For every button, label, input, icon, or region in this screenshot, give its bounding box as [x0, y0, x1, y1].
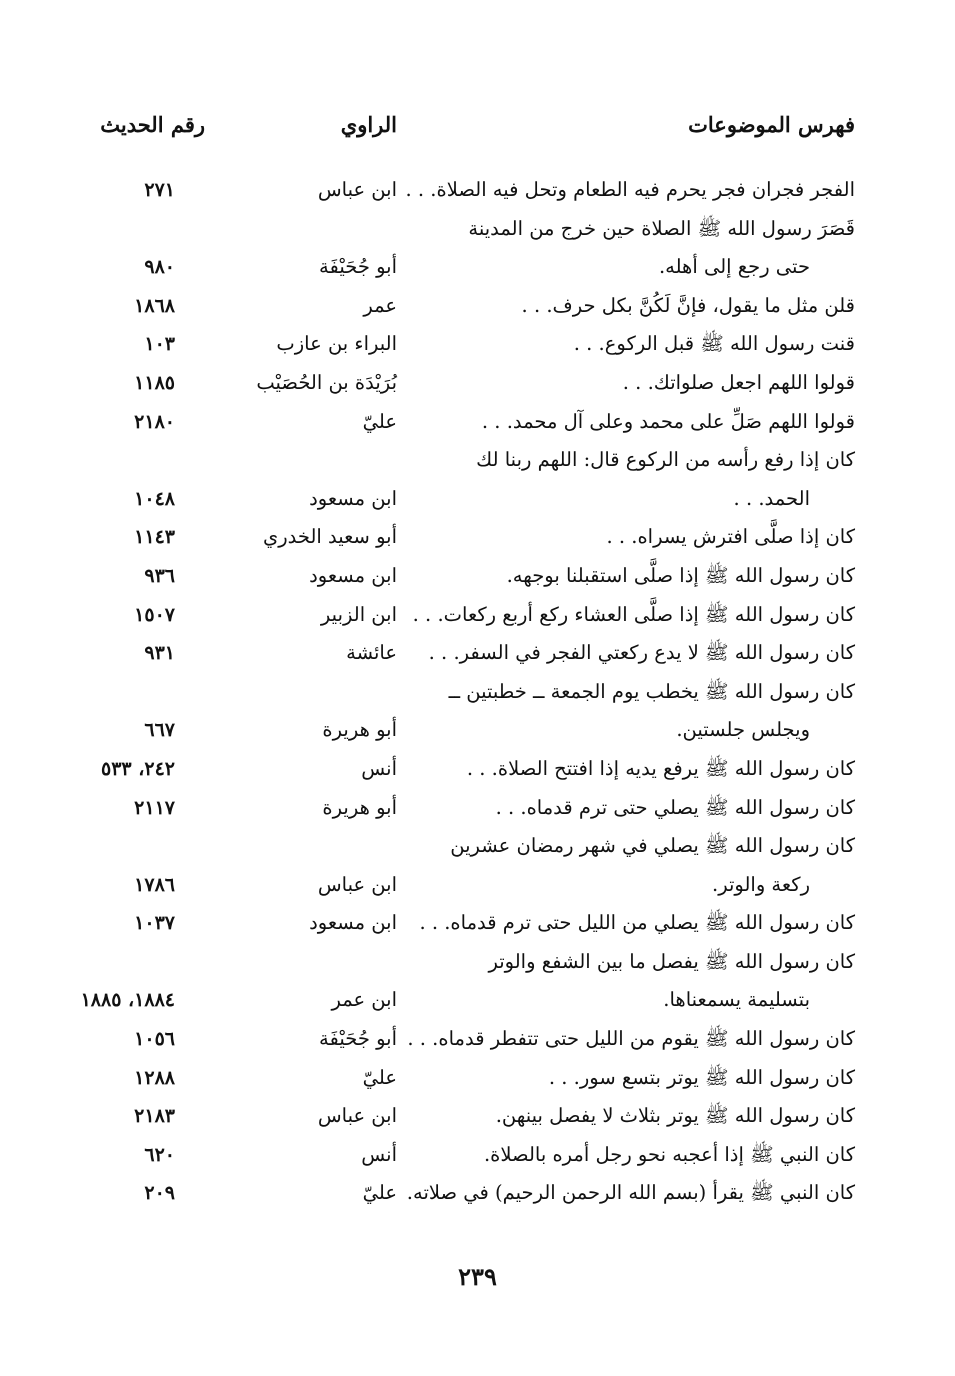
row-topic: قَصَرَ رسول الله ﷺ الصلاة حين خرج من المدينة	[468, 216, 855, 240]
row-topic: ويجلس جلستين.	[676, 718, 810, 742]
row-narrator: ابن عباس	[317, 178, 397, 201]
index-row	[95, 831, 855, 870]
index-row	[80, 985, 855, 1024]
row-topic: الفجر فجران فجر يحرم فيه الطعام وتحل فيه الصلاة. . .	[405, 178, 855, 201]
row-narrator: عليّ	[362, 1181, 397, 1205]
row-hadith-number: ١٨٦٨	[134, 294, 175, 317]
row-topic: كان النبي ﷺ إذا أعجبه نحو رجل أمره بالصلاة.	[483, 1142, 855, 1166]
index-row	[95, 214, 855, 253]
row-narrator: عليّ	[362, 1065, 397, 1089]
row-narrator: أبو هريرة	[322, 718, 397, 742]
index-row	[95, 1140, 855, 1179]
row-hadith-number: ٦٢٠	[144, 1143, 175, 1166]
row-topic: كان رسول الله ﷺ إذا صلَّى العشاء ركع أربع ركعات. . .	[412, 602, 855, 626]
row-hadith-number: ٩٨٠	[144, 256, 175, 279]
row-topic: كان رسول الله ﷺ يفصل ما بين الشفع والوتر	[488, 949, 855, 973]
row-hadith-number: ١٧٨٦	[134, 873, 175, 896]
row-hadith-number: ٢٧١	[144, 179, 175, 201]
row-narrator: أبو هريرة	[322, 795, 397, 819]
row-hadith-number: ٢١٨٠	[134, 410, 175, 433]
index-row	[95, 561, 855, 600]
index-row	[95, 445, 855, 484]
row-topic: كان رسول الله ﷺ يرفع يديه إذا افتتح الصلاة. . .	[466, 756, 855, 780]
row-hadith-number: ٦٦٧	[144, 719, 175, 742]
row-topic: كان رسول الله ﷺ يوتر بثلاث لا يفصل بينهن.	[495, 1104, 855, 1128]
index-row	[95, 291, 855, 330]
row-topic: كان رسول الله ﷺ يصلي في شهر رمضان عشرين	[450, 834, 855, 858]
row-topic: كان رسول الله ﷺ يوتر بتسع سور. . .	[548, 1065, 855, 1089]
hadith-number-column-header: رقم الحديث	[100, 112, 205, 137]
row-topic: كان رسول الله ﷺ يخطب يوم الجمعة ــ خطبتين ــ	[448, 679, 855, 703]
index-row	[95, 600, 855, 639]
index-row	[95, 908, 855, 947]
row-narrator: ابن مسعود	[309, 486, 397, 510]
index-rows	[80, 175, 855, 1217]
row-narrator: بُرَيْدَة بن الحُصَيْب	[256, 370, 397, 394]
row-hadith-number: ١٨٨٤، ١٨٨٥	[80, 989, 175, 1012]
row-narrator: عمر	[363, 293, 397, 317]
row-topic: حتى رجع إلى أهله.	[658, 255, 810, 279]
index-header	[95, 112, 855, 152]
row-topic: كان إذا رفع رأسه من الركوع قال: اللهم ربنا لك	[476, 448, 855, 472]
row-topic: قولوا اللهم اجعل صلواتك. . .	[622, 370, 855, 394]
row-topic: كان رسول الله ﷺ لا يدع ركعتي الفجر في السفر. . .	[428, 641, 855, 665]
index-row	[95, 677, 855, 716]
row-hadith-number: ١٠٣٧	[134, 912, 175, 935]
row-topic: قلن مثل ما يقول، فإنَّ لَكُنَّ بكل حرف. . .	[521, 293, 855, 317]
narrator-column-header: الراوي	[340, 112, 397, 137]
index-row	[95, 793, 855, 832]
row-topic: كان رسول الله ﷺ إذا صلَّى استقبلنا بوجهه.	[506, 563, 855, 587]
row-narrator: ابن عمر	[331, 988, 397, 1012]
row-topic: الحمد. . .	[733, 486, 810, 510]
row-hadith-number: ١٠٥٦	[134, 1028, 175, 1051]
row-narrator: ابن الزبير	[320, 602, 397, 626]
row-hadith-number: ١٢٨٨	[134, 1066, 175, 1089]
topic-column-header: فهرس الموضوعات	[688, 112, 855, 137]
row-hadith-number: ٢٤٢، ٥٣٣	[101, 757, 175, 780]
row-narrator: أنس	[361, 1142, 397, 1166]
row-topic: كان رسول الله ﷺ يصلي حتى ترم قدماه. . .	[495, 795, 855, 819]
row-narrator: ابن عباس	[317, 1104, 397, 1128]
index-row	[95, 754, 855, 793]
row-hadith-number: ١١٤٣	[134, 526, 175, 549]
index-row	[95, 870, 855, 909]
index-row	[95, 1024, 855, 1063]
row-hadith-number: ١٥٠٧	[134, 603, 175, 626]
page-number: ٢٣٩	[458, 1262, 497, 1291]
row-hadith-number: ٩٣٦	[144, 564, 175, 587]
row-narrator: أبو جُحَيْفَة	[319, 1027, 397, 1051]
index-row	[95, 368, 855, 407]
index-row	[95, 329, 855, 368]
row-topic: كان إذا صلَّى افترش يسراه. . .	[606, 525, 855, 549]
row-topic: كان رسول الله ﷺ يصلي من الليل حتى ترم قدماه. . .	[419, 911, 855, 935]
index-row	[95, 947, 855, 986]
index-row	[95, 252, 855, 291]
row-narrator: ابن مسعود	[309, 563, 397, 587]
index-row	[95, 715, 855, 754]
row-topic: كان رسول الله ﷺ يقوم من الليل حتى تتفطر قدماه. . .	[407, 1027, 855, 1051]
index-row	[95, 407, 855, 446]
row-narrator: أنس	[361, 756, 397, 780]
row-narrator: عليّ	[362, 409, 397, 433]
row-narrator: ابن مسعود	[309, 911, 397, 935]
row-topic: كان النبي ﷺ يقرأ (بسم الله الرحمن الرحيم) في صلاته.	[406, 1181, 855, 1205]
row-hadith-number: ٢٠٩	[144, 1182, 175, 1205]
row-hadith-number: ٢١٨٣	[134, 1105, 175, 1128]
row-narrator: ابن عباس	[317, 872, 397, 896]
index-row	[95, 638, 855, 677]
row-topic: بتسليمة يسمعناها.	[663, 988, 810, 1012]
row-topic: قولوا اللهم صَلِّ على محمد وعلى آل محمد. . .	[481, 409, 855, 433]
row-hadith-number: ١٠٣	[144, 333, 175, 356]
index-row	[95, 522, 855, 561]
row-hadith-number: ١١٨٥	[134, 371, 175, 394]
index-row	[95, 1178, 855, 1217]
row-narrator: البراء بن عازب	[276, 332, 397, 356]
index-row	[95, 175, 855, 214]
row-hadith-number: ٩٣١	[144, 642, 175, 665]
row-topic: قنت رسول الله ﷺ قبل الركوع. . .	[573, 332, 855, 356]
index-row	[95, 484, 855, 523]
row-narrator: عائشة	[346, 641, 397, 665]
row-topic: ركعة والوتر.	[712, 872, 810, 896]
row-narrator: أبو جُحَيْفَة	[319, 255, 397, 279]
row-narrator: أبو سعيد الخدري	[262, 525, 397, 549]
index-row	[95, 1063, 855, 1102]
row-hadith-number: ٢١١٧	[134, 796, 175, 819]
row-hadith-number: ١٠٤٨	[134, 487, 175, 510]
index-row	[95, 1101, 855, 1140]
